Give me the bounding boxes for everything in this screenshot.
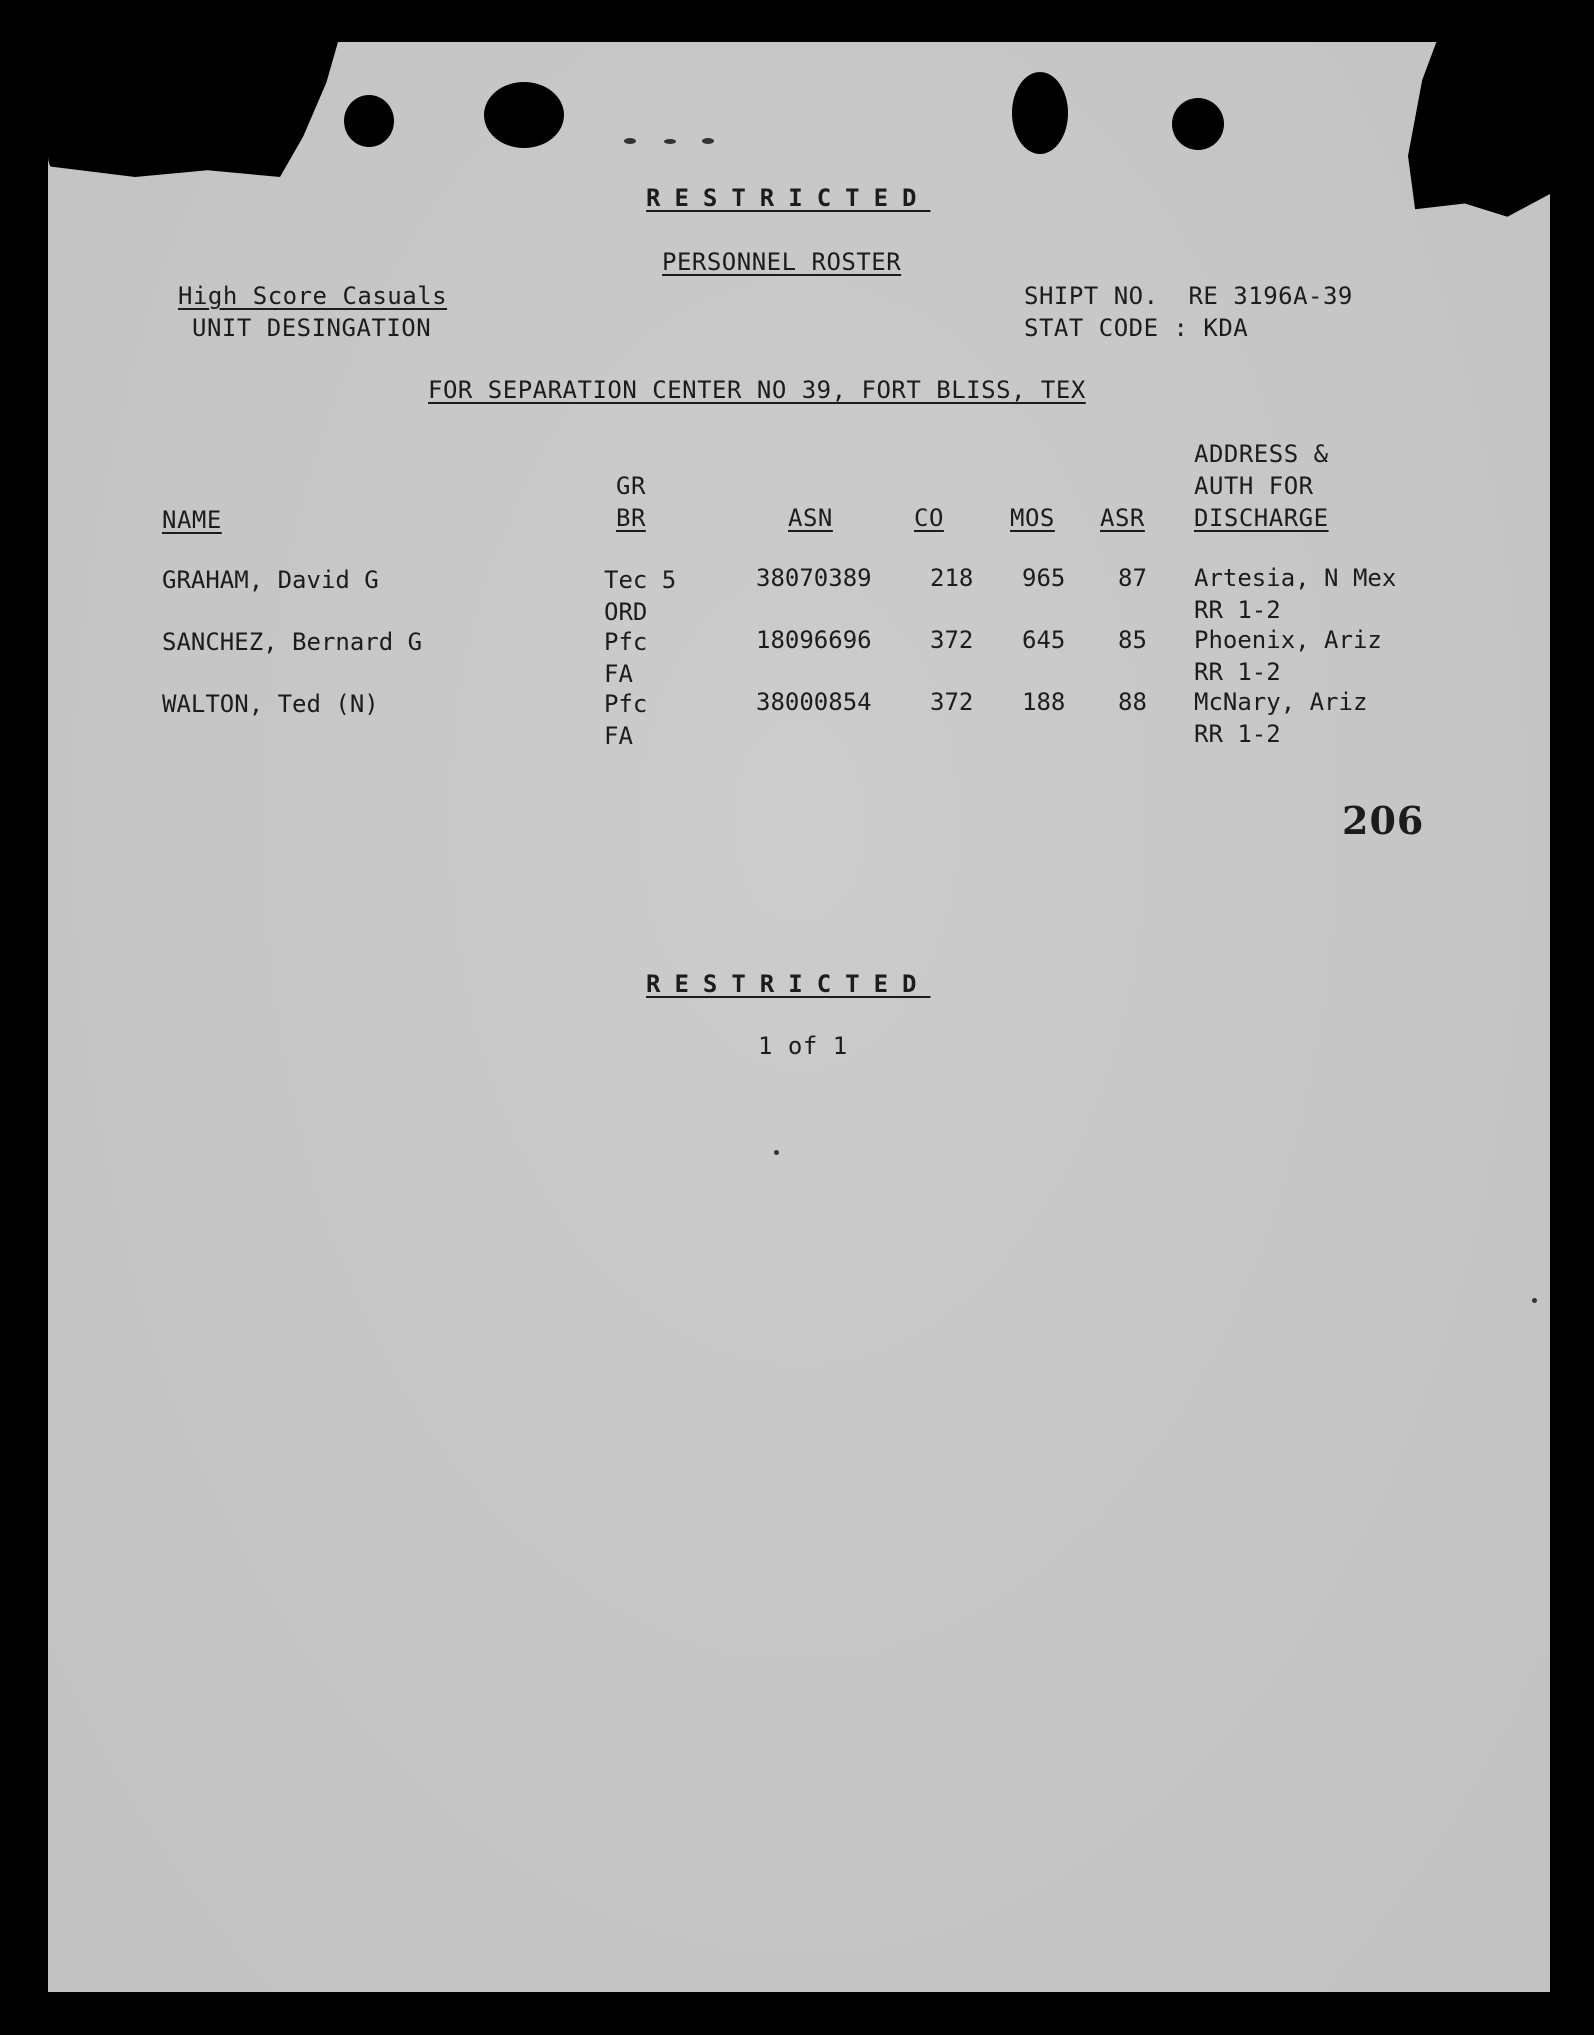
row-address: McNary, Ariz bbox=[1194, 688, 1368, 716]
punch-hole bbox=[344, 95, 394, 147]
torn-edge-left bbox=[48, 42, 338, 177]
row-mos: 965 bbox=[1022, 564, 1066, 592]
row-branch: ORD bbox=[604, 598, 648, 626]
row-auth: RR 1-2 bbox=[1194, 596, 1281, 624]
row-asr: 87 bbox=[1118, 564, 1147, 592]
col-header-asr: ASR bbox=[1100, 504, 1145, 532]
shipment-number: SHIPT NO. RE 3196A-39 bbox=[1024, 282, 1353, 310]
row-grade: Pfc bbox=[604, 628, 648, 656]
row-address: Artesia, N Mex bbox=[1194, 564, 1397, 592]
row-co: 372 bbox=[930, 688, 974, 716]
row-mos: 645 bbox=[1022, 626, 1066, 654]
row-mos: 188 bbox=[1022, 688, 1066, 716]
col-header-address-3: DISCHARGE bbox=[1194, 504, 1329, 532]
unit-name: High Score Casuals bbox=[178, 282, 448, 310]
row-asr: 88 bbox=[1118, 688, 1147, 716]
document-title: PERSONNEL ROSTER bbox=[662, 248, 902, 276]
col-header-mos: MOS bbox=[1010, 504, 1055, 532]
col-header-name: NAME bbox=[162, 506, 222, 534]
col-header-address-2: AUTH FOR bbox=[1194, 472, 1314, 500]
page-number: 206 bbox=[1342, 798, 1425, 843]
col-header-br: BR bbox=[616, 504, 646, 532]
row-auth: RR 1-2 bbox=[1194, 720, 1281, 748]
punch-hole bbox=[1012, 72, 1068, 154]
classification-bottom: RESTRICTED bbox=[646, 970, 931, 998]
speck bbox=[1532, 1298, 1537, 1303]
speck bbox=[774, 1150, 779, 1155]
row-co: 218 bbox=[930, 564, 974, 592]
punch-hole bbox=[1172, 98, 1224, 150]
row-branch: FA bbox=[604, 722, 633, 750]
row-branch: FA bbox=[604, 660, 633, 688]
classification-top: RESTRICTED bbox=[646, 184, 931, 212]
col-header-gr: GR bbox=[616, 472, 646, 500]
row-name: GRAHAM, David G bbox=[162, 566, 379, 594]
punch-hole bbox=[484, 82, 564, 148]
row-asn: 18096696 bbox=[756, 626, 872, 654]
unit-label: UNIT DESINGATION bbox=[192, 314, 432, 342]
col-header-address-1: ADDRESS & bbox=[1194, 440, 1329, 468]
stat-code: STAT CODE : KDA bbox=[1024, 314, 1249, 342]
row-asr: 85 bbox=[1118, 626, 1147, 654]
row-name: WALTON, Ted (N) bbox=[162, 690, 379, 718]
col-header-co: CO bbox=[914, 504, 944, 532]
row-grade: Tec 5 bbox=[604, 566, 677, 594]
destination-line: FOR SEPARATION CENTER NO 39, FORT BLISS, TEX bbox=[428, 376, 1086, 404]
col-header-asn: ASN bbox=[788, 504, 833, 532]
row-co: 372 bbox=[930, 626, 974, 654]
speck bbox=[664, 139, 676, 144]
row-auth: RR 1-2 bbox=[1194, 658, 1281, 686]
row-name: SANCHEZ, Bernard G bbox=[162, 628, 423, 656]
page-count: 1 of 1 bbox=[758, 1032, 848, 1060]
row-address: Phoenix, Ariz bbox=[1194, 626, 1382, 654]
row-asn: 38070389 bbox=[756, 564, 872, 592]
row-grade: Pfc bbox=[604, 690, 648, 718]
torn-edge-right bbox=[1408, 42, 1550, 232]
document-page bbox=[48, 42, 1550, 1992]
speck bbox=[624, 138, 636, 144]
row-asn: 38000854 bbox=[756, 688, 872, 716]
speck bbox=[702, 138, 714, 144]
